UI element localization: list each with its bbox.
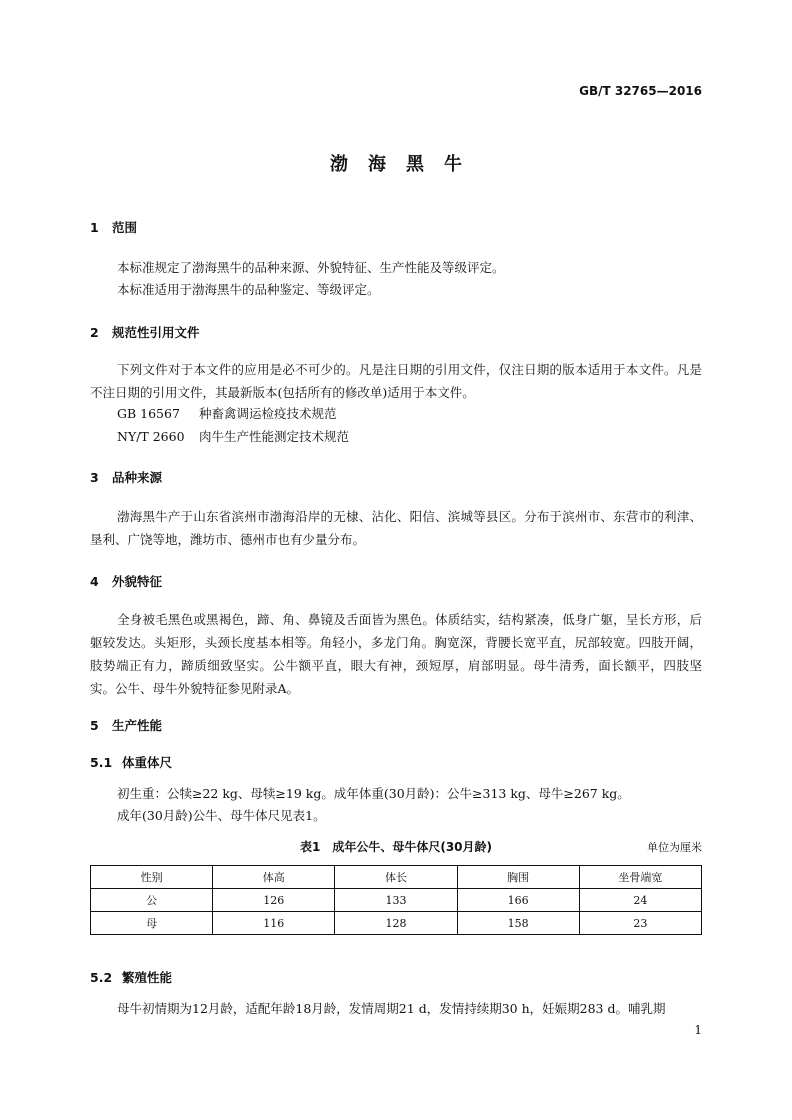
section-title: 体重体尺 [122, 755, 173, 770]
reference-title: 种畜禽调运检疫技术规范 [199, 406, 337, 421]
table-cell: 116 [213, 912, 335, 935]
table-cell: 166 [457, 889, 579, 912]
column-header: 胸围 [457, 866, 579, 889]
table-cell: 公 [91, 889, 213, 912]
section-5-1-heading [90, 753, 172, 771]
table-cell: 23 [579, 912, 701, 935]
section-title: 范围 [112, 220, 138, 235]
reference-code: NY/T 2660 [117, 429, 185, 444]
section-number: 1 [90, 220, 99, 235]
reference-item [117, 427, 349, 445]
table-cell: 158 [457, 912, 579, 935]
section-2-heading [90, 323, 200, 341]
section-number: 5.2 [90, 970, 113, 985]
section-title: 品种来源 [112, 470, 163, 485]
section-3-heading [90, 468, 162, 486]
paragraph: 母牛初情期为12月龄，适配年龄18月龄，发情周期21 d，发情持续期30 h，妊娠期283 d。哺乳期 [117, 1001, 666, 1016]
table-row [91, 889, 702, 912]
paragraph: 成年(30月龄)公牛、母牛体尺见表1。 [117, 808, 326, 823]
section-5-2-heading [90, 968, 172, 986]
document-title: 渤海黑牛 [330, 154, 482, 175]
paragraph: 本标准规定了渤海黑牛的品种来源、外貌特征、生产性能及等级评定。 [117, 260, 505, 275]
reference-title: 肉牛生产性能测定技术规范 [199, 429, 350, 444]
section-number: 5 [90, 718, 99, 733]
reference-item [117, 404, 337, 422]
table-cell: 128 [335, 912, 457, 935]
paragraph: 下列文件对于本文件的应用是必不可少的。凡是注日期的引用文件，仅注日期的版本适用于本文件。凡是不注日期的引用文件，其最新版本(包括所有的修改单)适用于本文件。 [90, 362, 702, 400]
section-title: 规范性引用文件 [112, 325, 200, 340]
section-title: 外貌特征 [112, 574, 163, 589]
standard-code: GB/T 32765—2016 [579, 84, 702, 98]
table-row [91, 912, 702, 935]
section-4-heading [90, 572, 162, 590]
reference-code: GB 16567 [117, 406, 180, 421]
table-cell: 126 [213, 889, 335, 912]
paragraph: 本标准适用于渤海黑牛的品种鉴定、等级评定。 [117, 282, 380, 297]
section-number: 4 [90, 574, 99, 589]
table-caption: 表1 成年公牛、母牛体尺(30月龄) [299, 840, 493, 854]
section-1-heading [90, 218, 137, 236]
column-header: 坐骨端宽 [579, 866, 701, 889]
body-measurement-table [90, 865, 702, 935]
page-number: 1 [694, 1023, 702, 1037]
table-header-row [91, 866, 702, 889]
table-cell: 133 [335, 889, 457, 912]
section-title: 繁殖性能 [122, 970, 173, 985]
table-unit: 单位为厘米 [647, 841, 702, 854]
section-number: 3 [90, 470, 99, 485]
section-title: 生产性能 [112, 718, 163, 733]
section-5-heading [90, 716, 162, 734]
section-number: 5.1 [90, 755, 113, 770]
column-header: 体长 [335, 866, 457, 889]
column-header: 性别 [91, 866, 213, 889]
paragraph: 渤海黑牛产于山东省滨州市渤海沿岸的无棣、沾化、阳信、滨城等县区。分布于滨州市、东营市的利津、垦利、广饶等地，潍坊市、德州市也有少量分布。 [90, 509, 702, 547]
table-cell: 24 [579, 889, 701, 912]
column-header: 体高 [213, 866, 335, 889]
section-number: 2 [90, 325, 99, 340]
paragraph: 初生重：公犊≥22 kg、母犊≥19 kg。成年体重(30月龄)：公牛≥313 kg、母牛≥267 kg。 [117, 786, 630, 801]
table-cell: 母 [91, 912, 213, 935]
paragraph: 全身被毛黑色或黑褐色，蹄、角、鼻镜及舌面皆为黑色。体质结实，结构紧凑，低身广躯，呈长方形，后躯较发达。头矩形，头颈长度基本相等。角轻小，多龙门角。胸宽深，背腰长宽平直，尻部较宽。四肢开阔，肢势端正有力，蹄质细致坚实。公牛额平直，眼大有神，颈短厚，肩部明显。母牛清秀，面长额平，四肢坚实。公牛、母牛外貌特征参见附录A。 [90, 612, 702, 696]
